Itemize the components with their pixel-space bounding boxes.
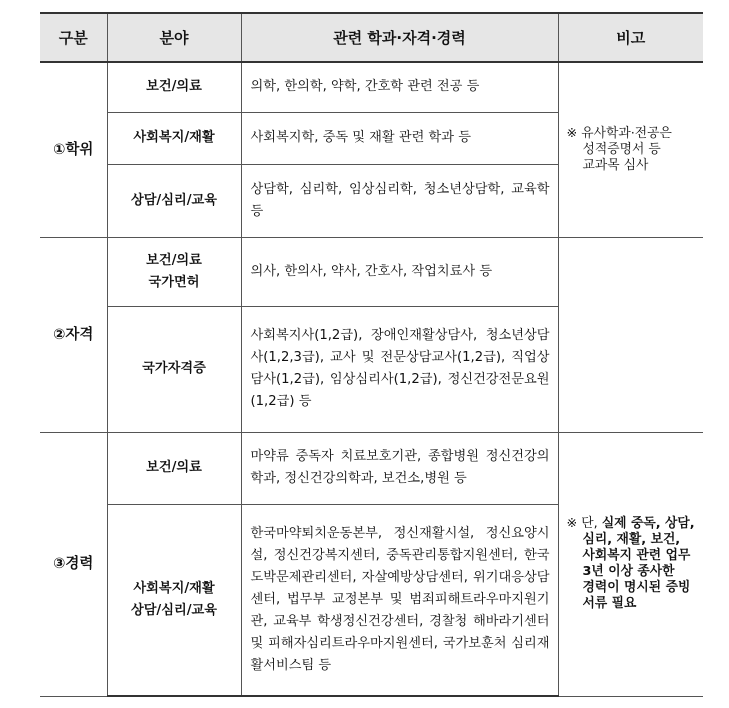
header-related: 관련 학과·자격·경력: [241, 13, 558, 62]
note-line: 사회복지 관련 업무: [582, 548, 691, 563]
note-prefix: ※ 단,: [566, 516, 598, 531]
field-cell: [107, 237, 241, 306]
table-row: [40, 432, 703, 504]
note-line: 경력이 명시된 증빙: [582, 580, 691, 595]
field-line: 보건/의료: [146, 252, 202, 268]
field-cell: 사회복지/재활: [107, 112, 241, 164]
desc-cell: 의사, 한의사, 약사, 간호사, 작업치료사 등: [241, 237, 558, 306]
header-category: 구분: [40, 13, 107, 62]
desc-cell: 상담학, 심리학, 임상심리학, 청소년상담학, 교육학 등: [241, 164, 558, 237]
note-line: ※ 유사학과·전공은: [566, 125, 672, 141]
desc-cell: 마약류 중독자 치료보호기관, 종합병원 정신건강의학과, 정신건강의학과, 보건소,병원 등: [241, 432, 558, 504]
table-row: [40, 62, 703, 112]
field-cell: 상담/심리/교육: [107, 164, 241, 237]
field-cell: 보건/의료: [107, 62, 241, 112]
field-line: 사회복지/재활: [133, 580, 215, 596]
category-career: ③경력: [40, 432, 107, 696]
field-line: 상담/심리/교육: [130, 602, 218, 618]
qualification-table: [40, 12, 703, 697]
field-cell: [107, 504, 241, 696]
desc-cell: 의학, 한의학, 약학, 간호학 관련 전공 등: [241, 62, 558, 112]
table-header-row: [40, 13, 703, 62]
table-row: [40, 237, 703, 306]
field-cell: 국가자격증: [107, 306, 241, 432]
header-field: 분야: [107, 13, 241, 62]
note-line: [567, 516, 698, 532]
note-line: 심리, 재활, 보건,: [582, 532, 681, 547]
note-license: [558, 237, 703, 432]
note-line: 성적증명서 등: [582, 141, 661, 157]
note-line: 3년 이상 종사한: [582, 564, 675, 579]
note-line: 서류 필요: [582, 596, 637, 611]
desc-cell: 사회복지사(1,2급), 장애인재활상담사, 청소년상담사(1,2,3급), 교사 및 전문상담교사(1,2급), 직업상담사(1,2급), 임상심리사(1,2급), 정신건강전문요원(1,2급) 등: [241, 306, 558, 432]
note-line: 교과목 심사: [582, 157, 649, 173]
field-line: 국가면허: [148, 274, 200, 290]
desc-cell: 사회복지학, 중독 및 재활 관련 학과 등: [241, 112, 558, 164]
desc-cell: 한국마약퇴치운동본부, 정신재활시설, 정신요양시설, 정신건강복지센터, 중독관리통합지원센터, 한국도박문제관리센터, 자살예방상담센터, 위기대응상담센터, 법무부 교정본부 및 범죄피해트라우마지원기관, 교육부 학생정신건강센터, 경찰청 해바라기센터 및 피해자심리트라우마지원센터, 국가보훈처 심리재활서비스팀 등: [241, 504, 558, 696]
header-note: 비고: [558, 13, 703, 62]
note-degree: [558, 62, 703, 237]
field-cell: 보건/의료: [107, 432, 241, 504]
category-degree: ①학위: [40, 62, 107, 237]
qualification-table-container: [40, 12, 703, 697]
note-line: 실제 중독, 상담,: [601, 516, 695, 531]
category-license: ②자격: [40, 237, 107, 432]
note-career: [558, 432, 703, 696]
